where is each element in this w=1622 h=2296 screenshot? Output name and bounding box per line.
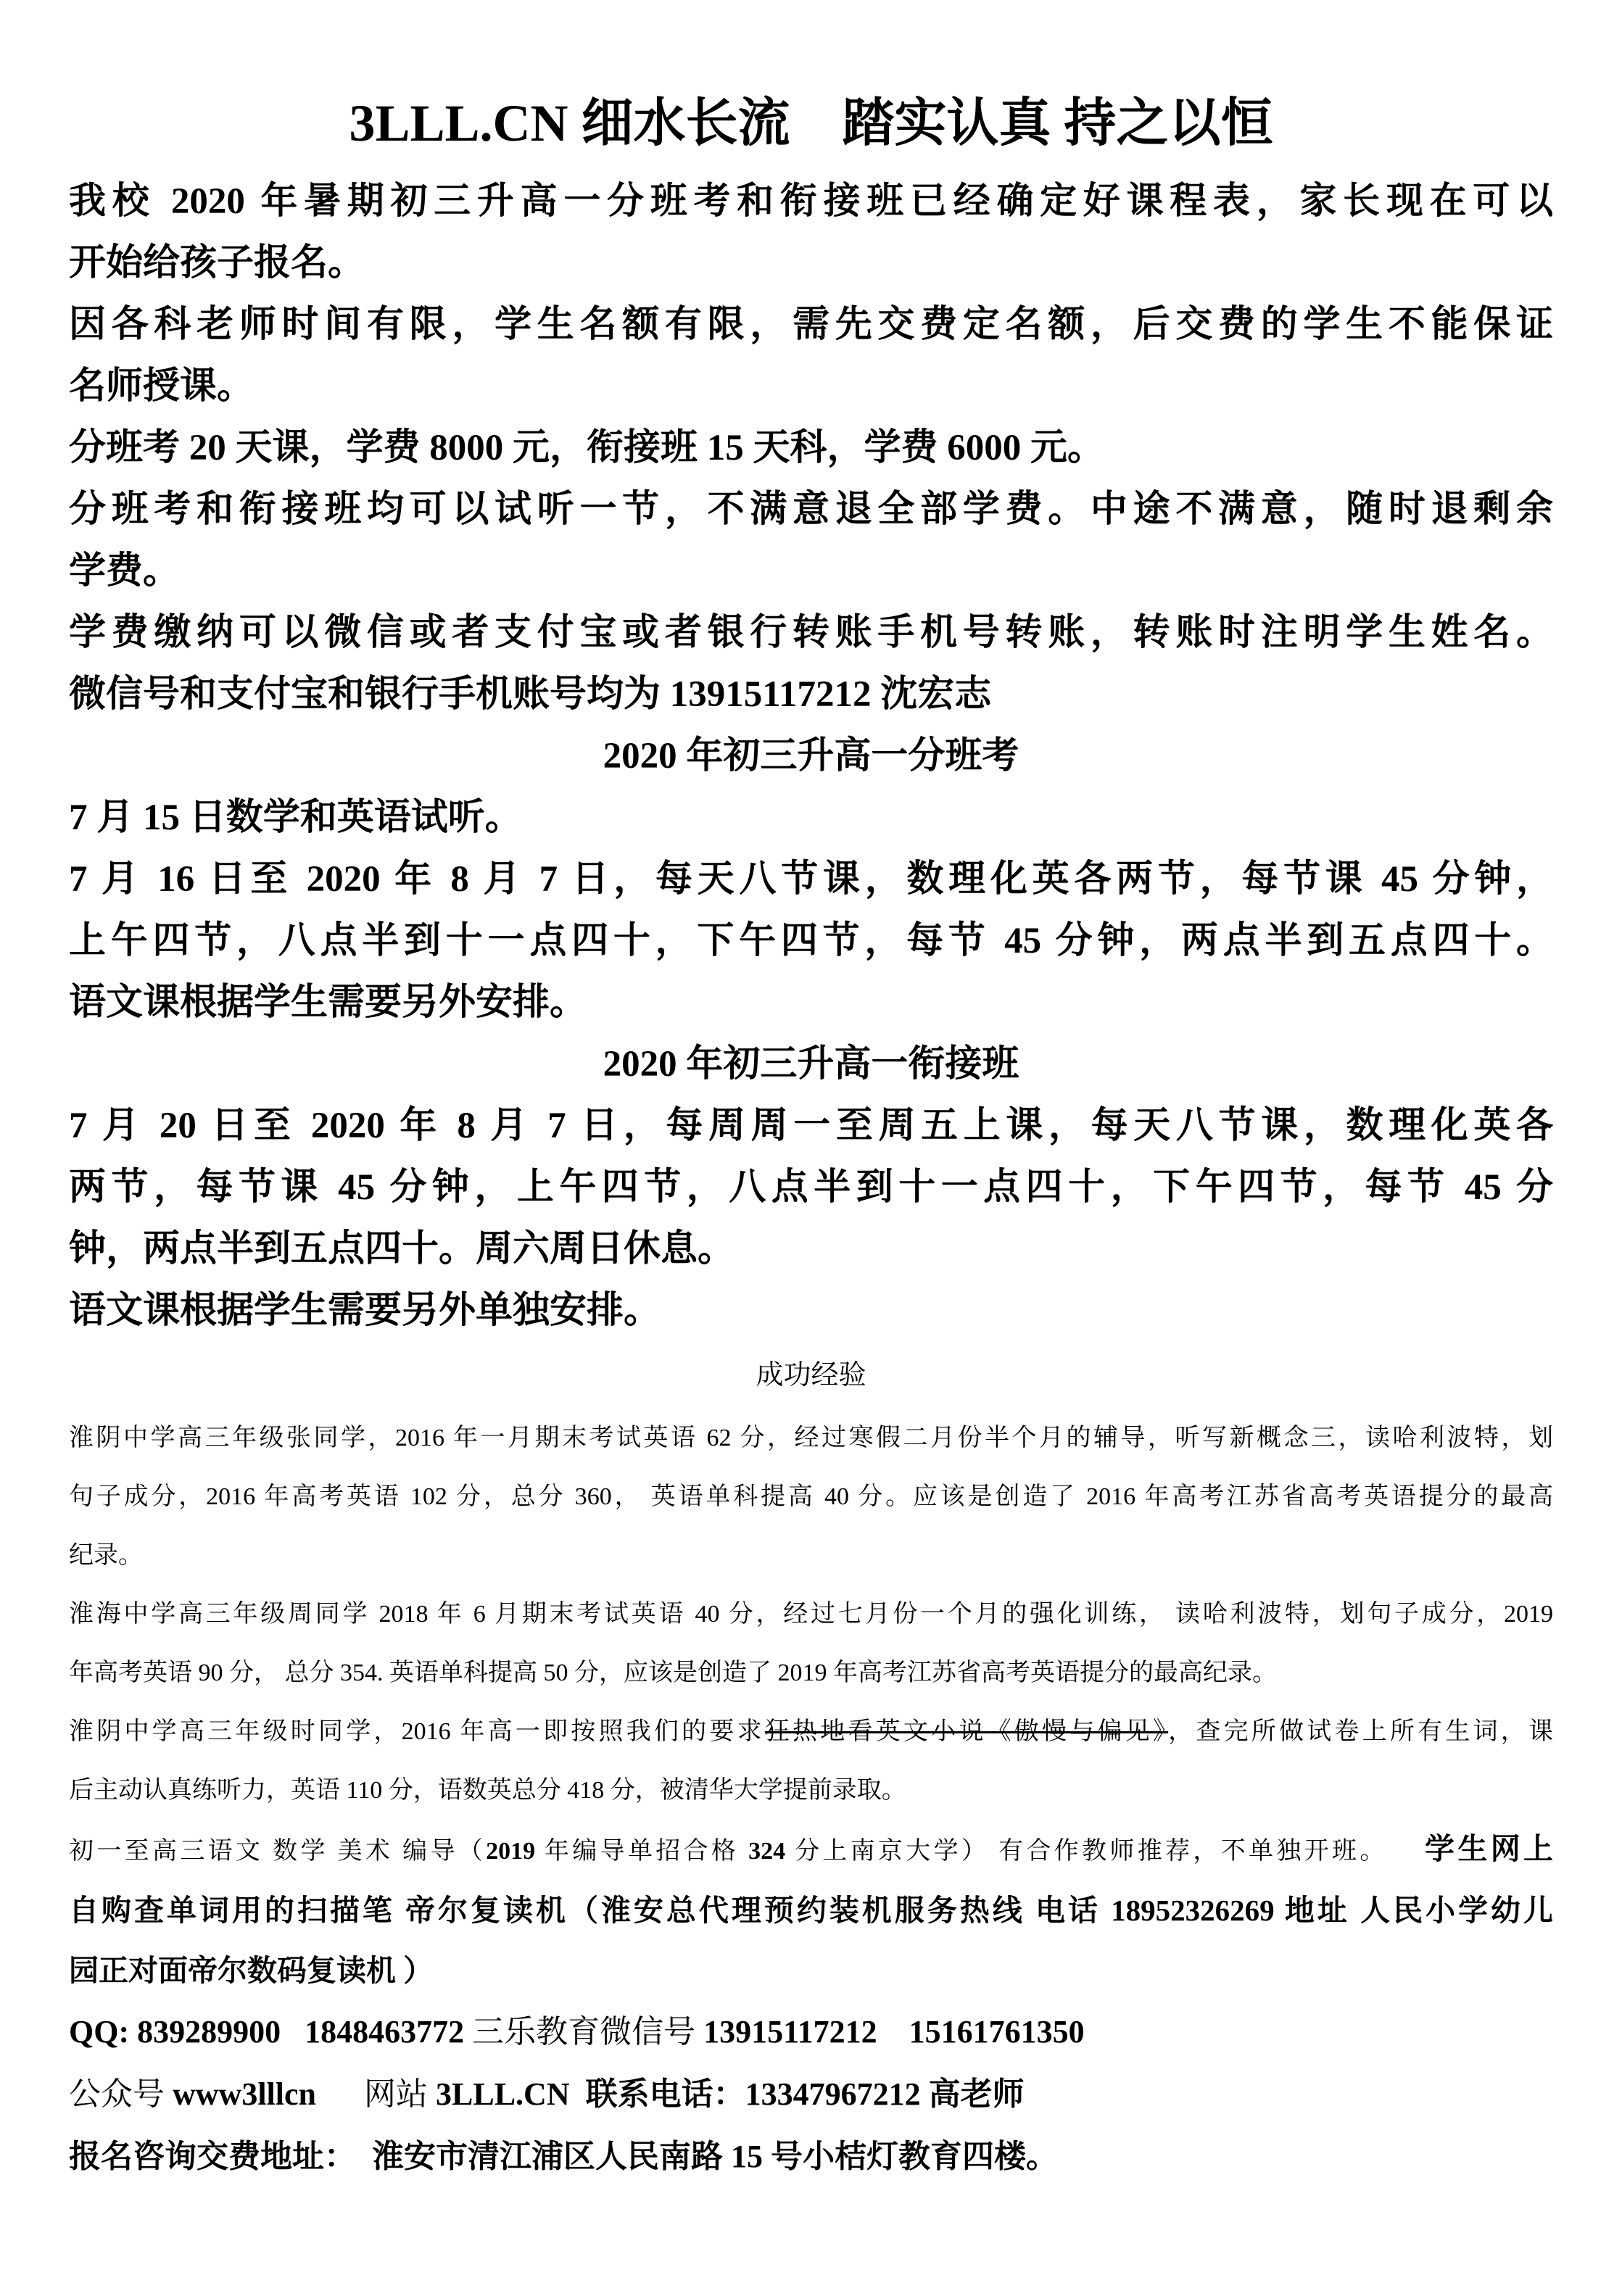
text-run: 7 月 15 日数学和英语试听。 xyxy=(69,797,522,838)
text-line xyxy=(69,1219,1553,1280)
text-run: 自购查单词用的扫描笔 帝尔复读机（淮安总代理预约装机服务热线 电话 18952326269 地址 人民小学幼儿 xyxy=(69,1894,1553,1927)
text-run: 年高考英语 90 分， 总分 354. 英语单科提高 50 分，应该是创造了 2019 年高考江苏省高考英语提分的最高纪录。 xyxy=(69,1659,1277,1686)
text-run: 钟，两点半到五点四十。周六周日休息。 xyxy=(69,1229,735,1269)
text-run: 句子成分，2016 年高考英语 102 分，总分 360， 英语单科提高 40 分。应该是创造了 2016 年高考江苏省高考英语提分的最高 xyxy=(69,1483,1553,1510)
text-run: www3lllcn xyxy=(173,2076,316,2112)
text-line xyxy=(69,1585,1553,1644)
document-body xyxy=(69,171,1553,2188)
text-line xyxy=(69,602,1553,664)
text-run: 13915117212 15161761350 xyxy=(703,2014,1085,2050)
text-line xyxy=(69,1409,1553,1467)
text-run: 学费。 xyxy=(69,551,181,592)
text-run: 网站 xyxy=(316,2076,436,2112)
document-title: 3LLL.CN 细水长流 踏实认真 持之以恒 xyxy=(349,94,1273,152)
text-line xyxy=(69,849,1553,911)
text-line xyxy=(69,233,1553,294)
text-run: QQ: 839289900 1848463772 xyxy=(69,2014,473,2050)
text-line xyxy=(69,1820,1553,1881)
text-run: 纪录。 xyxy=(69,1542,143,1569)
text-line xyxy=(69,1761,1553,1820)
text-run: 成功经验 xyxy=(756,1360,866,1391)
text-run: 淮阴中学高三年级张同学，2016 年一月期末考试英语 62 分，经过寒假二月份半个月的辅导，听写新概念三，读哈利波特，划 xyxy=(69,1425,1553,1451)
text-run: 三乐教育微信号 xyxy=(472,2014,704,2050)
text-line xyxy=(69,294,1553,356)
text-run: 因各科老师时间有限，学生名额有限，需先交费定名额，后交费的学生不能保证 xyxy=(69,304,1553,345)
text-run: 我校 2020 年暑期初三升高一分班考和衔接班已经确定好课程表，家长现在可以 xyxy=(69,181,1553,222)
text-run: 两节，每节课 45 分钟，上午四节，八点半到十一点四十，下午四节，每节 45 分 xyxy=(69,1167,1553,1208)
text-line xyxy=(69,726,1553,787)
text-run: 7 月 20 日至 2020 年 8 月 7 日，每周周一至周五上课，每天八节课，数理化英各 xyxy=(69,1106,1553,1146)
text-run: 语文课根据学生需要另外单独安排。 xyxy=(69,1290,661,1331)
text-line xyxy=(69,1702,1553,1761)
text-line xyxy=(69,1881,1553,1941)
text-run: 324 xyxy=(748,1838,786,1865)
text-run: 上午四节，八点半到十一点四十，下午四节，每节 45 分钟，两点半到五点四十。 xyxy=(69,921,1553,961)
text-run xyxy=(570,2076,586,2112)
text-line xyxy=(69,1526,1553,1585)
text-line xyxy=(69,911,1553,972)
text-line xyxy=(69,479,1553,541)
text-line xyxy=(69,1941,1553,2001)
text-line xyxy=(69,418,1553,479)
text-run: 淮阴中学高三年级时同学，2016 年高一即按照我们的要求 xyxy=(69,1718,765,1745)
text-run: 园正对面帝尔数码复读机 ） xyxy=(69,1954,434,1987)
text-run: 3LLL.CN xyxy=(436,2076,570,2112)
text-line xyxy=(69,356,1553,418)
text-line xyxy=(69,664,1553,726)
text-run: 分班考 20 天课，学费 8000 元，衔接班 15 天科，学费 6000 元。 xyxy=(69,428,1105,468)
text-line xyxy=(69,171,1553,233)
text-run: 公众号 xyxy=(69,2076,173,2112)
text-run: 年编导单招合格 xyxy=(535,1838,749,1865)
text-line xyxy=(69,1467,1553,1526)
text-run: 联系电话：13347967212 高老师 xyxy=(585,2076,1025,2112)
text-run: ，查完所做试卷上所有生词，课 xyxy=(1168,1718,1554,1745)
text-line xyxy=(69,1034,1553,1095)
text-line xyxy=(69,1342,1553,1409)
text-run: 微信号和支付宝和银行手机账号均为 13915117212 沈宏志 xyxy=(69,674,992,715)
text-run: 报名咨询交费地址： 淮安市清江浦区人民南路 15 号小桔灯教育四楼。 xyxy=(69,2139,1058,2174)
text-line xyxy=(69,2001,1553,2063)
text-run: 分班考和衔接班均可以试听一节，不满意退全部学费。中途不满意，随时退剩余 xyxy=(69,489,1553,530)
text-run: 分上南京大学） 有合作教师推荐，不单独开班。 xyxy=(785,1838,1426,1865)
text-run: 开始给孩子报名。 xyxy=(69,243,365,283)
text-line xyxy=(69,2063,1553,2126)
text-line xyxy=(69,1157,1553,1219)
text-run: 初一至高三语文 数学 美术 编导（ xyxy=(69,1838,487,1865)
text-line xyxy=(69,787,1553,849)
text-line xyxy=(69,1644,1553,1702)
text-run: 7 月 16 日至 2020 年 8 月 7 日，每天八节课，数理化英各两节，每节课 45 分钟， xyxy=(69,859,1553,900)
text-line xyxy=(69,1280,1553,1342)
text-line xyxy=(69,2126,1553,2188)
text-run: 语文课根据学生需要另外安排。 xyxy=(69,982,587,1023)
text-line xyxy=(69,972,1553,1034)
text-run: 淮海中学高三年级周同学 2018 年 6 月期末考试英语 40 分，经过七月份一个月的强化训练， 读哈利波特，划句子成分，2019 xyxy=(69,1601,1553,1628)
text-run: 后主动认真练听力，英语 110 分，语数英总分 418 分，被清华大学提前录取。 xyxy=(69,1777,906,1804)
text-run: 2020 年初三升高一衔接班 xyxy=(603,1044,1019,1085)
text-run: 学费缴纳可以微信或者支付宝或者银行转账手机号转账，转账时注明学生姓名。 xyxy=(69,613,1553,653)
text-run: 2019 xyxy=(486,1838,536,1865)
text-run: 学生网上 xyxy=(1425,1832,1554,1865)
text-line xyxy=(69,1095,1553,1157)
text-line xyxy=(69,541,1553,602)
text-run: 2020 年初三升高一分班考 xyxy=(603,736,1019,776)
struck-text-run: 狂热地看英文小说《傲慢与偏见》 xyxy=(764,1718,1169,1745)
text-run: 名师授课。 xyxy=(69,366,255,407)
